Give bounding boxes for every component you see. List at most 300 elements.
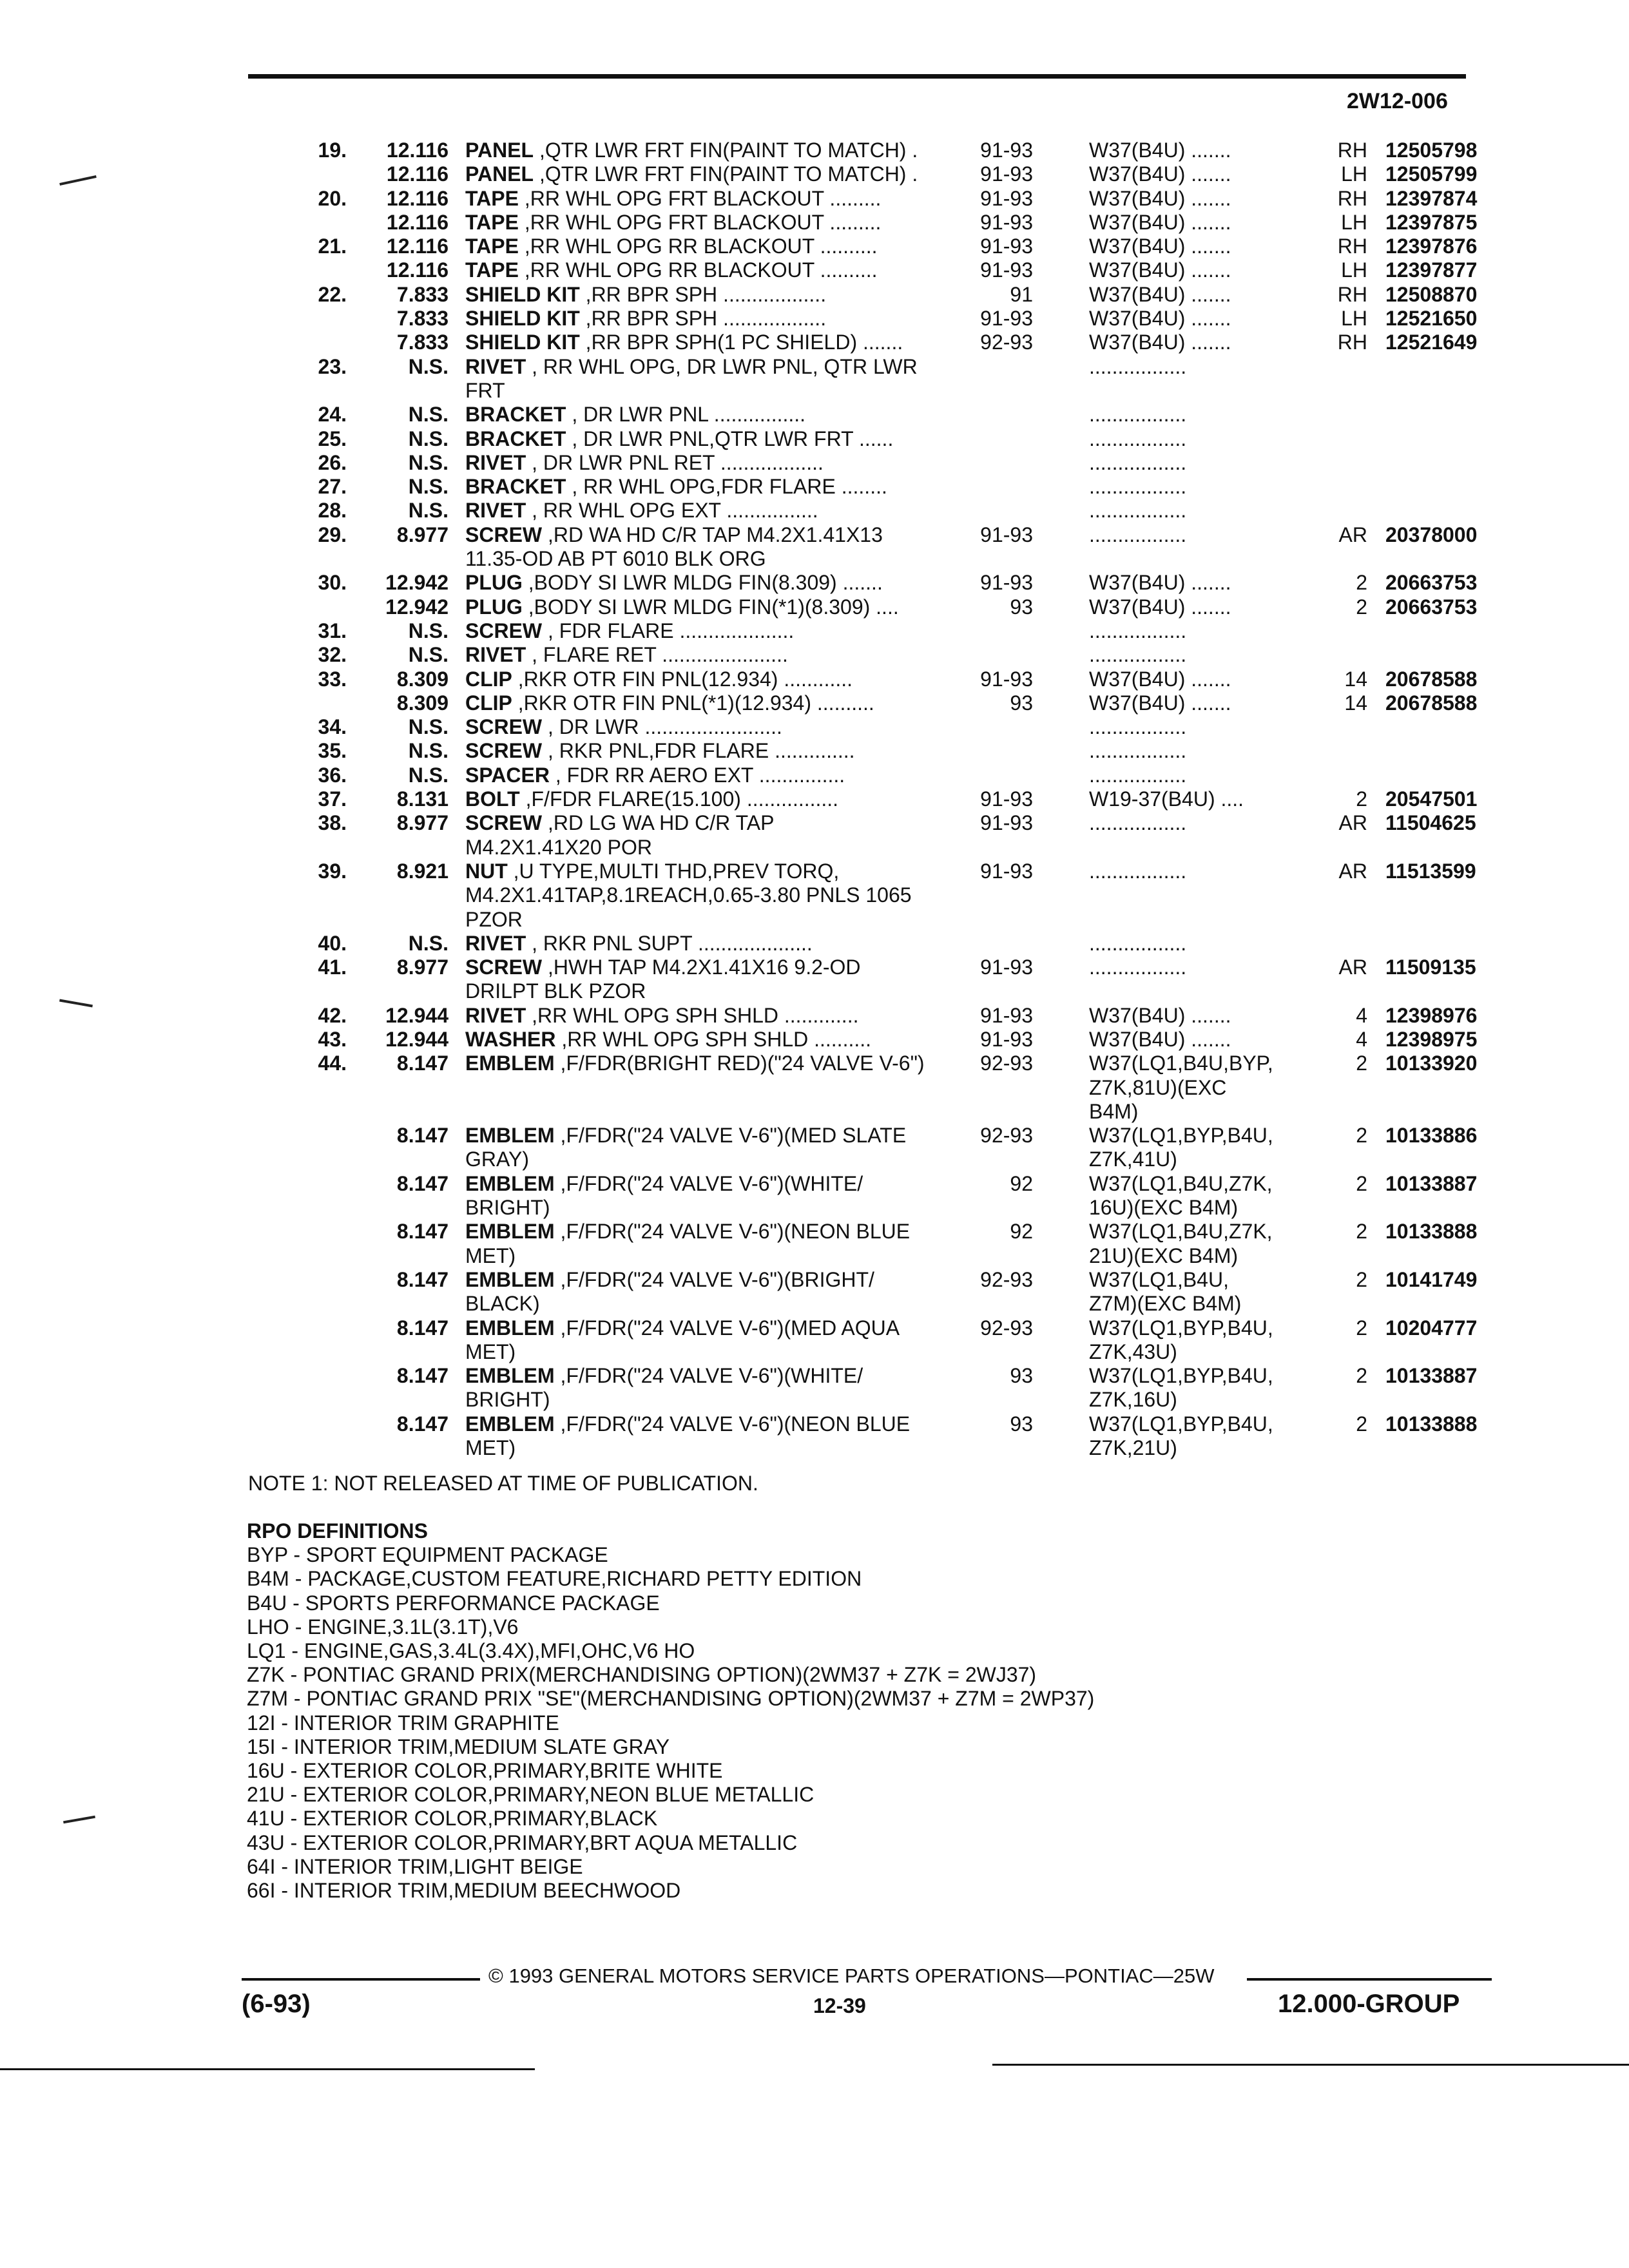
- application: 21U)(EXC B4M): [1089, 1244, 1239, 1267]
- quantity: LH: [1341, 162, 1367, 186]
- part-detail: ,F/FDR FLARE(15.100) ................: [519, 787, 839, 811]
- parts-row: [0, 547, 1629, 571]
- part-description: [465, 1436, 516, 1460]
- parts-row: [0, 668, 1629, 691]
- part-detail: DRILPT BLK PZOR: [465, 979, 646, 1003]
- part-description: [465, 1172, 863, 1196]
- item-number: 33.: [318, 667, 347, 691]
- model-years: 91-93: [980, 162, 1033, 186]
- item-number: 40.: [318, 931, 347, 955]
- part-detail: ,F/FDR("24 VALVE V-6")(BRIGHT/: [554, 1267, 874, 1291]
- model-years: 91-93: [980, 186, 1033, 210]
- application: W37(B4U) .......: [1089, 1027, 1231, 1051]
- part-description: [465, 283, 826, 307]
- parts-row: [0, 403, 1629, 427]
- part-detail: BRIGHT): [465, 1196, 550, 1220]
- group-number: 8.977: [396, 523, 448, 546]
- model-years: 91-93: [980, 235, 1033, 258]
- part-description: [465, 331, 903, 354]
- part-description: [465, 523, 883, 547]
- part-detail: ,RR BPR SPH ..................: [579, 307, 827, 331]
- part-detail: , RR WHL OPG EXT ................: [526, 499, 818, 523]
- parts-row: [0, 427, 1629, 451]
- rpo-heading: RPO DEFINITIONS: [247, 1519, 428, 1542]
- part-detail: ,RR BPR SPH(1 PC SHIELD) .......: [579, 331, 903, 354]
- quantity: 2: [1356, 1124, 1367, 1148]
- item-number: 26.: [318, 450, 347, 474]
- part-number: 12521649: [1385, 331, 1478, 354]
- group-number: 12.944: [385, 1027, 448, 1051]
- parts-row: [0, 1268, 1629, 1292]
- quantity: 2: [1356, 1220, 1367, 1244]
- rpo-item: 43U - EXTERIOR COLOR,PRIMARY,BRT AQUA METALLIC: [247, 1831, 798, 1854]
- part-detail: , DR LWR PNL,QTR LWR FRT ......: [566, 427, 894, 450]
- part-description: [465, 1124, 906, 1148]
- model-years: 91-93: [980, 1003, 1033, 1027]
- model-years: 91-93: [980, 258, 1033, 282]
- application: W37(B4U) .......: [1089, 667, 1231, 691]
- part-description: [465, 1292, 540, 1316]
- part-description: [465, 883, 912, 907]
- parts-row: [0, 1340, 1629, 1364]
- rpo-item: 12I - INTERIOR TRIM GRAPHITE: [247, 1711, 559, 1735]
- part-description: [465, 860, 839, 883]
- item-number: 36.: [318, 763, 347, 787]
- part-detail: , RR WHL OPG,FDR FLARE ........: [566, 475, 887, 499]
- parts-row: [0, 283, 1629, 307]
- part-number: 12397874: [1385, 186, 1478, 210]
- quantity: LH: [1341, 307, 1367, 331]
- application: .................: [1089, 523, 1187, 546]
- part-detail: ,RR WHL OPG RR BLACKOUT ..........: [518, 235, 878, 258]
- quantity: 2: [1356, 1412, 1367, 1436]
- application: .................: [1089, 499, 1187, 523]
- parts-row: [0, 1196, 1629, 1220]
- application: .................: [1089, 450, 1187, 474]
- group-number: 12.942: [385, 571, 448, 595]
- model-years: 91-93: [980, 210, 1033, 234]
- parts-row: [0, 331, 1629, 354]
- parts-row: [0, 595, 1629, 619]
- part-description: [465, 787, 838, 811]
- part-number: 10133886: [1385, 1124, 1478, 1148]
- quantity: AR: [1338, 956, 1367, 979]
- quantity: 2: [1356, 1171, 1367, 1195]
- group-number: 8.147: [396, 1171, 448, 1195]
- rpo-definitions: [247, 1519, 1094, 1903]
- part-number: 10133888: [1385, 1220, 1478, 1244]
- parts-row: [0, 1004, 1629, 1028]
- quantity: 2: [1356, 1267, 1367, 1291]
- parts-row: [0, 211, 1629, 235]
- part-name: NUT: [465, 859, 508, 883]
- part-name: SCREW: [465, 739, 543, 763]
- part-description: [465, 235, 878, 258]
- part-detail: ,RKR OTR FIN PNL(*1)(12.934) ..........: [512, 691, 874, 715]
- group-number: 8.309: [396, 667, 448, 691]
- model-years: 93: [1010, 595, 1033, 619]
- group-number: 12.116: [386, 186, 448, 210]
- part-number: 11513599: [1385, 859, 1476, 883]
- quantity: 4: [1356, 1027, 1367, 1051]
- part-name: EMBLEM: [465, 1267, 555, 1291]
- parts-row: [0, 451, 1629, 475]
- quantity: 4: [1356, 1003, 1367, 1027]
- item-number: 28.: [318, 499, 347, 523]
- copyright-line: © 1993 GENERAL MOTORS SERVICE PARTS OPERATIONS—PONTIAC—25W: [488, 1965, 1215, 1987]
- parts-row: [0, 1100, 1629, 1124]
- part-description: [465, 307, 826, 331]
- model-years: 92: [1010, 1171, 1033, 1195]
- rpo-item: Z7M - PONTIAC GRAND PRIX "SE"(MERCHANDISING OPTION)(2WM37 + Z7M = 2WP37): [247, 1687, 1095, 1711]
- part-detail: ,RR WHL OPG FRT BLACKOUT .........: [518, 210, 882, 234]
- footer-rule-left: [242, 1978, 480, 1981]
- quantity: 14: [1344, 691, 1367, 715]
- application: W37(B4U) .......: [1089, 1003, 1231, 1027]
- part-detail: MET): [465, 1244, 516, 1267]
- rpo-item: 66I - INTERIOR TRIM,MEDIUM BEECHWOOD: [247, 1879, 681, 1903]
- group-number: 8.147: [396, 1316, 448, 1340]
- parts-row: [0, 475, 1629, 499]
- parts-row: [0, 1388, 1629, 1412]
- application: W37(B4U) .......: [1089, 282, 1231, 306]
- parts-row: [0, 860, 1629, 883]
- part-number: 12505798: [1385, 139, 1478, 162]
- part-number: 20378000: [1385, 523, 1478, 546]
- application: W37(LQ1,B4U,Z7K,: [1089, 1171, 1273, 1195]
- group-number: 8.921: [396, 859, 448, 883]
- part-description: [465, 571, 883, 595]
- part-number: 10133920: [1385, 1052, 1478, 1075]
- group-number: N.S.: [408, 354, 448, 378]
- group-number: N.S.: [408, 643, 448, 667]
- part-description: [465, 499, 818, 523]
- quantity: RH: [1337, 331, 1367, 354]
- part-detail: ,RD WA HD C/R TAP M4.2X1.41X13: [542, 523, 883, 546]
- part-description: [465, 1244, 516, 1268]
- part-name: SCREW: [465, 523, 543, 546]
- application: B4M): [1089, 1099, 1139, 1123]
- part-name: EMBLEM: [465, 1171, 555, 1195]
- parts-row: [0, 764, 1629, 787]
- item-number: 23.: [318, 354, 347, 378]
- group-number: 12.116: [386, 139, 448, 162]
- part-number: 10133888: [1385, 1412, 1478, 1436]
- application: W37(LQ1,BYP,B4U,: [1089, 1124, 1273, 1148]
- quantity: LH: [1341, 258, 1367, 282]
- group-number: 8.977: [396, 811, 448, 835]
- part-number: 20547501: [1385, 787, 1478, 811]
- bottom-scan-line-right: [992, 2064, 1629, 2066]
- application: Z7M)(EXC B4M): [1089, 1292, 1242, 1316]
- part-name: TAPE: [465, 210, 519, 234]
- parts-row: [0, 139, 1629, 162]
- part-detail: , RKR PNL,FDR FLARE ..............: [542, 739, 855, 763]
- part-description: [465, 1028, 871, 1052]
- rpo-item: Z7K - PONTIAC GRAND PRIX(MERCHANDISING OPTION)(2WM37 + Z7K = 2WJ37): [247, 1663, 1037, 1687]
- part-description: [465, 836, 652, 860]
- item-number: 43.: [318, 1027, 347, 1051]
- part-description: [465, 139, 918, 162]
- item-number: 25.: [318, 427, 347, 450]
- group-number: 8.147: [396, 1052, 448, 1075]
- part-name: CLIP: [465, 691, 512, 715]
- part-description: [465, 1148, 529, 1171]
- item-number: 35.: [318, 739, 347, 763]
- rpo-item: B4M - PACKAGE,CUSTOM FEATURE,RICHARD PETTY EDITION: [247, 1567, 862, 1591]
- parts-row: [0, 956, 1629, 979]
- application: W37(LQ1,B4U,BYP,: [1089, 1052, 1273, 1075]
- part-description: [465, 1412, 910, 1436]
- group-number: 8.147: [396, 1124, 448, 1148]
- model-years: 92-93: [980, 1267, 1033, 1291]
- part-name: SPACER: [465, 763, 550, 787]
- item-number: 32.: [318, 643, 347, 667]
- part-detail: ,BODY SI LWR MLDG FIN(*1)(8.309) ....: [522, 595, 899, 619]
- part-description: [465, 1388, 550, 1412]
- part-detail: , DR LWR PNL ................: [566, 403, 806, 427]
- part-description: [465, 1316, 900, 1340]
- application: W37(LQ1,BYP,B4U,: [1089, 1364, 1273, 1388]
- quantity: RH: [1337, 186, 1367, 210]
- application: W37(B4U) .......: [1089, 139, 1231, 162]
- application: .................: [1089, 956, 1187, 979]
- quantity: AR: [1338, 811, 1367, 835]
- part-name: PANEL: [465, 139, 534, 162]
- group-number: 7.833: [396, 331, 448, 354]
- part-name: EMBLEM: [465, 1412, 555, 1436]
- part-detail: ,RR WHL OPG FRT BLACKOUT .........: [518, 186, 882, 210]
- part-number: 10133887: [1385, 1171, 1478, 1195]
- quantity: 2: [1356, 571, 1367, 595]
- part-description: [465, 1268, 874, 1292]
- parts-row: [0, 187, 1629, 211]
- item-number: 22.: [318, 282, 347, 306]
- part-description: [465, 1364, 863, 1388]
- part-description: [465, 1196, 550, 1220]
- note-text: NOTE 1: NOT RELEASED AT TIME OF PUBLICATION.: [248, 1472, 758, 1495]
- parts-row: [0, 1292, 1629, 1316]
- punch-hole-mark: [63, 1816, 95, 1824]
- part-detail: , RKR PNL SUPT ....................: [526, 931, 813, 955]
- model-years: 92: [1010, 1220, 1033, 1244]
- part-description: [465, 932, 813, 956]
- group-number: 12.942: [385, 595, 448, 619]
- part-description: [465, 187, 881, 211]
- part-detail: ,HWH TAP M4.2X1.41X16 9.2-OD: [542, 956, 861, 979]
- part-description: [465, 1052, 925, 1075]
- page-number: 12-39: [813, 1994, 866, 2017]
- group-number: 12.944: [385, 1003, 448, 1027]
- part-name: SHIELD KIT: [465, 307, 580, 331]
- group-number: N.S.: [408, 931, 448, 955]
- rpo-item: 16U - EXTERIOR COLOR,PRIMARY,BRITE WHITE: [247, 1759, 723, 1783]
- part-name: EMBLEM: [465, 1364, 555, 1388]
- part-name: RIVET: [465, 931, 526, 955]
- header-rule: [248, 74, 1466, 79]
- application: .................: [1089, 619, 1187, 642]
- item-number: 29.: [318, 523, 347, 546]
- part-name: EMBLEM: [465, 1316, 555, 1340]
- part-detail: , FLARE RET ......................: [526, 643, 788, 667]
- item-number: 31.: [318, 619, 347, 642]
- part-detail: BLACK): [465, 1292, 540, 1316]
- group-number: 8.131: [396, 787, 448, 811]
- parts-row: [0, 691, 1629, 715]
- part-name: BRACKET: [465, 427, 566, 450]
- quantity: LH: [1341, 210, 1367, 234]
- group-number: 12.116: [386, 235, 448, 258]
- item-number: 42.: [318, 1003, 347, 1027]
- part-detail: GRAY): [465, 1148, 529, 1171]
- model-years: 91: [1010, 282, 1033, 306]
- part-number: 10141749: [1385, 1267, 1478, 1291]
- part-detail: M4.2X1.41X20 POR: [465, 835, 652, 859]
- part-name: EMBLEM: [465, 1124, 555, 1148]
- group-number: 7.833: [396, 307, 448, 331]
- item-number: 41.: [318, 956, 347, 979]
- part-number: 12397875: [1385, 210, 1478, 234]
- part-name: TAPE: [465, 186, 519, 210]
- group-number: 8.147: [396, 1412, 448, 1436]
- part-name: RIVET: [465, 1003, 526, 1027]
- item-number: 38.: [318, 811, 347, 835]
- part-number: 10204777: [1385, 1316, 1478, 1340]
- part-name: SCREW: [465, 619, 543, 642]
- revision-date: (6-93): [242, 1990, 311, 2018]
- quantity: RH: [1337, 235, 1367, 258]
- application: W37(B4U) .......: [1089, 162, 1231, 186]
- model-years: 93: [1010, 691, 1033, 715]
- part-description: [465, 691, 874, 715]
- part-detail: , DR LWR PNL RET ..................: [526, 450, 824, 474]
- rpo-item: LHO - ENGINE,3.1L(3.1T),V6: [247, 1615, 519, 1639]
- application: W37(B4U) .......: [1089, 571, 1231, 595]
- part-number: 12508870: [1385, 282, 1478, 306]
- item-number: 21.: [318, 235, 347, 258]
- parts-row: [0, 1028, 1629, 1052]
- application: W37(LQ1,BYP,B4U,: [1089, 1316, 1273, 1340]
- application: W37(LQ1,B4U,: [1089, 1267, 1229, 1291]
- application: .................: [1089, 811, 1187, 835]
- model-years: 92-93: [980, 1124, 1033, 1148]
- application: W37(B4U) .......: [1089, 595, 1231, 619]
- rpo-item: 64I - INTERIOR TRIM,LIGHT BEIGE: [247, 1854, 583, 1878]
- model-years: 91-93: [980, 787, 1033, 811]
- group-number: 12.116: [386, 210, 448, 234]
- group-number: N.S.: [408, 619, 448, 642]
- part-description: [465, 258, 878, 282]
- part-detail: BRIGHT): [465, 1388, 550, 1412]
- rpo-item: 21U - EXTERIOR COLOR,PRIMARY,NEON BLUE METALLIC: [247, 1783, 815, 1807]
- group-number: N.S.: [408, 427, 448, 450]
- rpo-item: B4U - SPORTS PERFORMANCE PACKAGE: [247, 1591, 660, 1615]
- part-description: [465, 643, 788, 667]
- quantity: 2: [1356, 595, 1367, 619]
- item-number: 19.: [318, 139, 347, 162]
- model-years: 91-93: [980, 1027, 1033, 1051]
- bottom-scan-line: [0, 2068, 535, 2070]
- group-number: 8.977: [396, 956, 448, 979]
- item-number: 34.: [318, 715, 347, 739]
- part-detail: FRT: [465, 378, 505, 402]
- part-description: [465, 956, 861, 979]
- part-description: [465, 764, 845, 787]
- parts-row: [0, 619, 1629, 643]
- part-detail: ,BODY SI LWR MLDG FIN(8.309) .......: [522, 571, 883, 595]
- model-years: 91-93: [980, 139, 1033, 162]
- model-years: 91-93: [980, 956, 1033, 979]
- parts-row: [0, 499, 1629, 523]
- application: Z7K,16U): [1089, 1388, 1177, 1412]
- part-number: 20678588: [1385, 691, 1478, 715]
- model-years: 91-93: [980, 667, 1033, 691]
- application: .................: [1089, 354, 1187, 378]
- application: W37(B4U) .......: [1089, 235, 1231, 258]
- model-years: 91-93: [980, 307, 1033, 331]
- part-detail: ,RR BPR SPH ..................: [579, 282, 827, 306]
- quantity: 2: [1356, 1364, 1367, 1388]
- parts-row: [0, 1172, 1629, 1196]
- model-years: 93: [1010, 1412, 1033, 1436]
- application: W37(LQ1,BYP,B4U,: [1089, 1412, 1273, 1436]
- parts-row: [0, 1364, 1629, 1388]
- item-number: 20.: [318, 186, 347, 210]
- part-name: SCREW: [465, 811, 543, 835]
- quantity: AR: [1338, 859, 1367, 883]
- part-description: [465, 427, 893, 451]
- part-name: WASHER: [465, 1027, 556, 1051]
- parts-row: [0, 1316, 1629, 1340]
- part-detail: 11.35-OD AB PT 6010 BLK ORG: [465, 547, 766, 571]
- part-number: 12521650: [1385, 307, 1478, 331]
- part-description: [465, 1340, 516, 1364]
- application: Z7K,43U): [1089, 1340, 1177, 1363]
- group-number: 12.116: [386, 258, 448, 282]
- part-name: RIVET: [465, 499, 526, 523]
- item-number: 37.: [318, 787, 347, 811]
- item-number: 44.: [318, 1052, 347, 1075]
- part-number: 20663753: [1385, 571, 1478, 595]
- quantity: 2: [1356, 787, 1367, 811]
- part-detail: PZOR: [465, 907, 523, 931]
- group-number: 12.116: [386, 162, 448, 186]
- model-years: 93: [1010, 1364, 1033, 1388]
- parts-row: [0, 908, 1629, 932]
- application: 16U)(EXC B4M): [1089, 1196, 1239, 1220]
- part-name: RIVET: [465, 450, 526, 474]
- model-years: 92-93: [980, 331, 1033, 354]
- application: .................: [1089, 475, 1187, 499]
- page-code: 2W12-006: [1347, 89, 1448, 113]
- part-description: [465, 451, 824, 475]
- parts-row: [0, 739, 1629, 763]
- application: .................: [1089, 859, 1187, 883]
- part-description: [465, 547, 766, 571]
- model-years: 91-93: [980, 859, 1033, 883]
- parts-row: [0, 379, 1629, 403]
- part-name: SHIELD KIT: [465, 331, 580, 354]
- application: Z7K,81U)(EXC: [1089, 1075, 1227, 1099]
- parts-row: [0, 1124, 1629, 1148]
- part-detail: ,F/FDR("24 VALVE V-6")(NEON BLUE: [554, 1412, 911, 1436]
- part-name: PLUG: [465, 595, 523, 619]
- part-detail: ,U TYPE,MULTI THD,PREV TORQ,: [507, 859, 840, 883]
- part-name: TAPE: [465, 235, 519, 258]
- parts-row: [0, 787, 1629, 811]
- application: .................: [1089, 403, 1187, 427]
- part-name: BOLT: [465, 787, 520, 811]
